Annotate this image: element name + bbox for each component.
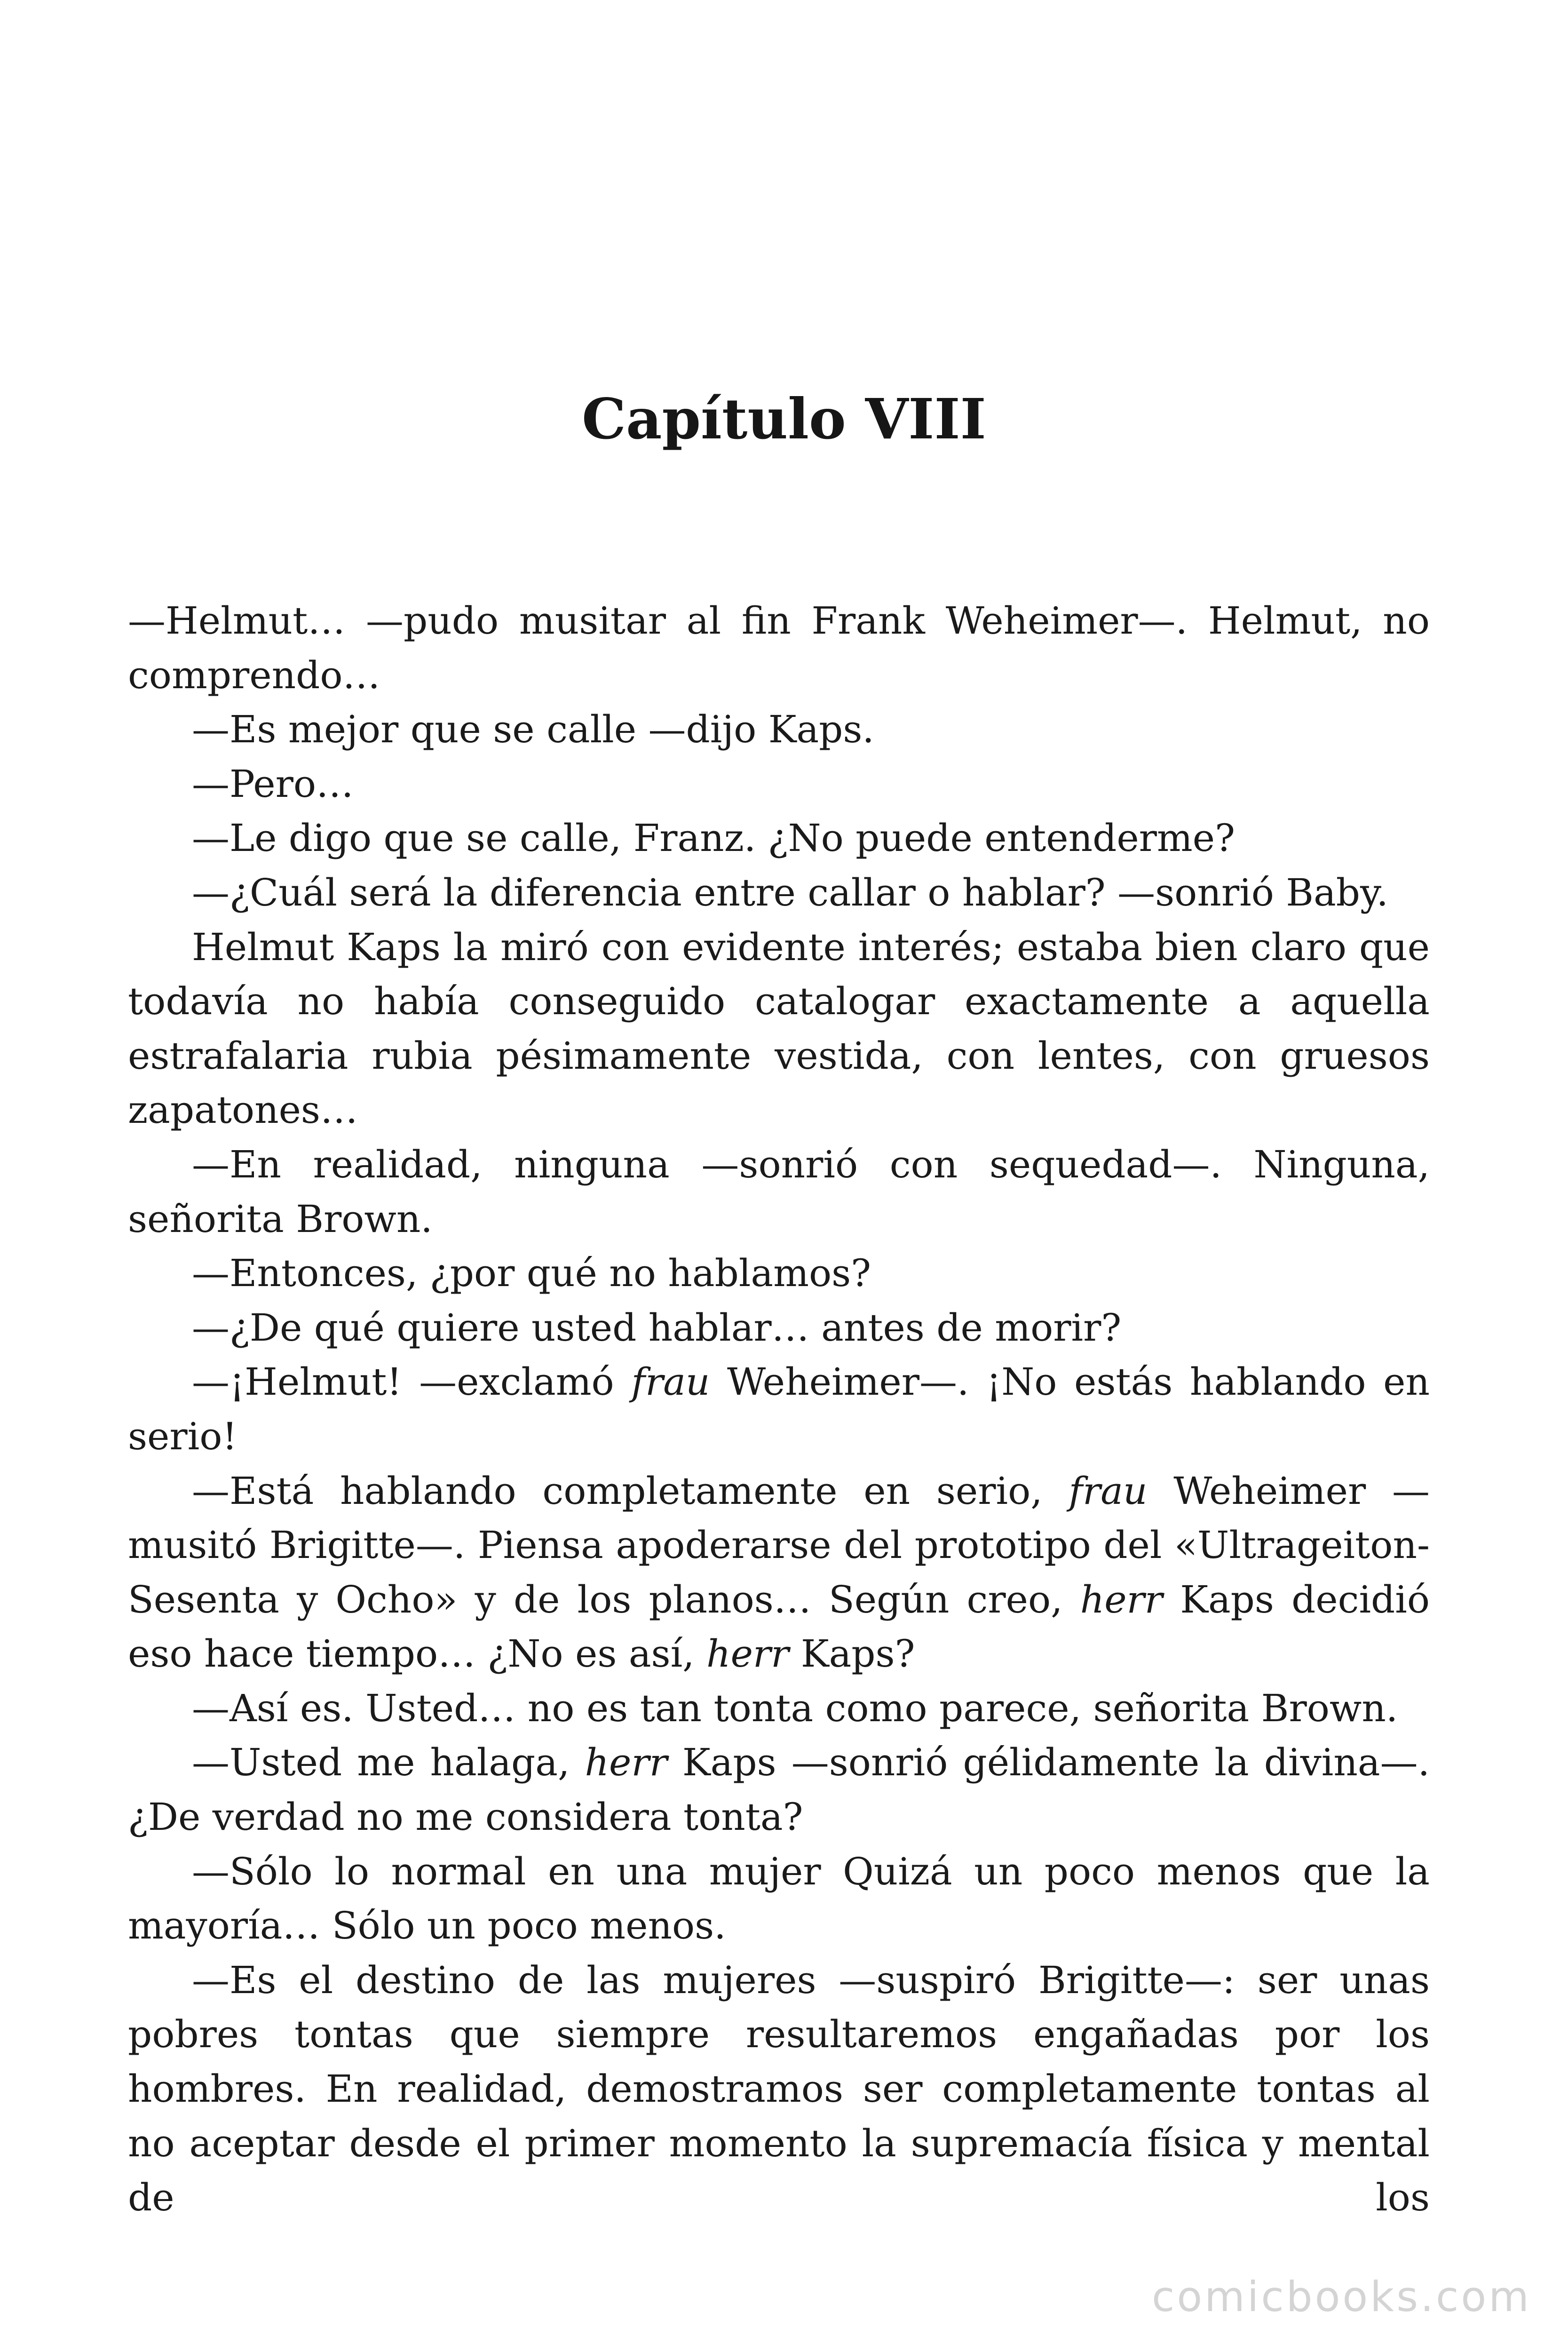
italic-text: frau <box>1069 1469 1148 1513</box>
text-run: —Es el destino de las mujeres —suspiró Brigitte—: ser unas pobres tontas que siempre resultaremos engañadas por los hombres. En realidad, demostramos ser completamente tontas al no aceptar desde el primer momento la supremacía física y mental de los <box>128 1958 1430 2220</box>
paragraph <box>128 920 1430 1137</box>
paragraph <box>128 1137 1430 1246</box>
paragraph <box>128 1953 1430 2225</box>
paragraph <box>128 1464 1430 1681</box>
text-run: —Usted me halaga, <box>192 1740 585 1785</box>
chapter-body-text <box>128 594 1430 2225</box>
paragraph <box>128 594 1430 702</box>
text-run: —Le digo que se calle, Franz. ¿No puede entenderme? <box>192 816 1235 860</box>
chapter-title: Capítulo VIII <box>582 386 986 452</box>
paragraph <box>128 1301 1430 1355</box>
paragraph <box>128 1735 1430 1844</box>
italic-text: herr <box>706 1632 789 1676</box>
paragraph <box>128 1355 1430 1463</box>
text-run: —Sólo lo normal en una mujer Quizá un poco menos que la mayoría… Sólo un poco menos. <box>128 1849 1430 1948</box>
paragraph <box>128 1246 1430 1301</box>
text-run: —Helmut… —pudo musitar al fin Frank Weheimer—. Helmut, no comprendo… <box>128 599 1430 697</box>
text-run: —Es mejor que se calle —dijo Kaps. <box>192 707 874 752</box>
watermark: comicbooks.com <box>1151 2273 1531 2321</box>
text-run: —¿De qué quiere usted hablar… antes de morir? <box>192 1305 1122 1350</box>
paragraph <box>128 702 1430 757</box>
text-run: —Está hablando completamente en serio, <box>192 1469 1069 1513</box>
italic-text: frau <box>631 1360 710 1404</box>
text-run: Helmut Kaps la miró con evidente interés; estaba bien claro que todavía no había conseguido catalogar exactamente a aquella estrafalaria rubia pésimamente vestida, con lentes, con gruesos zapatones… <box>128 925 1430 1132</box>
text-run: —¿Cuál será la diferencia entre callar o hablar? —sonrió Baby. <box>192 870 1388 914</box>
paragraph <box>128 1844 1430 1953</box>
paragraph <box>128 866 1430 920</box>
text-run: —Entonces, ¿por qué no hablamos? <box>192 1251 871 1295</box>
text-run: Weheimer—. ¡No estás hablando en serio! <box>128 1360 1430 1458</box>
text-run: —¡Helmut! —exclamó <box>192 1360 632 1404</box>
text-run: —Pero… <box>192 762 354 806</box>
paragraph <box>128 757 1430 811</box>
paragraph <box>128 1681 1430 1736</box>
text-run: —En realidad, ninguna —sonrió con sequedad—. Ninguna, señorita Brown. <box>128 1142 1430 1241</box>
text-run: Weheimer —musitó Brigitte—. Piensa apoderarse del prototipo del «Ultrageiton-Sesenta y Ocho» y de los planos… Según creo, <box>128 1469 1430 1621</box>
text-run: Kaps —sonrió gélidamente la divina—. ¿De verdad no me considera tonta? <box>128 1740 1430 1839</box>
text-run: —Así es. Usted… no es tan tonta como parece, señorita Brown. <box>192 1686 1398 1730</box>
italic-text: herr <box>585 1740 667 1785</box>
text-run: Kaps? <box>789 1632 915 1676</box>
text-run: Kaps decidió eso hace tiempo… ¿No es así, <box>128 1577 1430 1676</box>
paragraph <box>128 811 1430 866</box>
italic-text: herr <box>1080 1577 1163 1621</box>
